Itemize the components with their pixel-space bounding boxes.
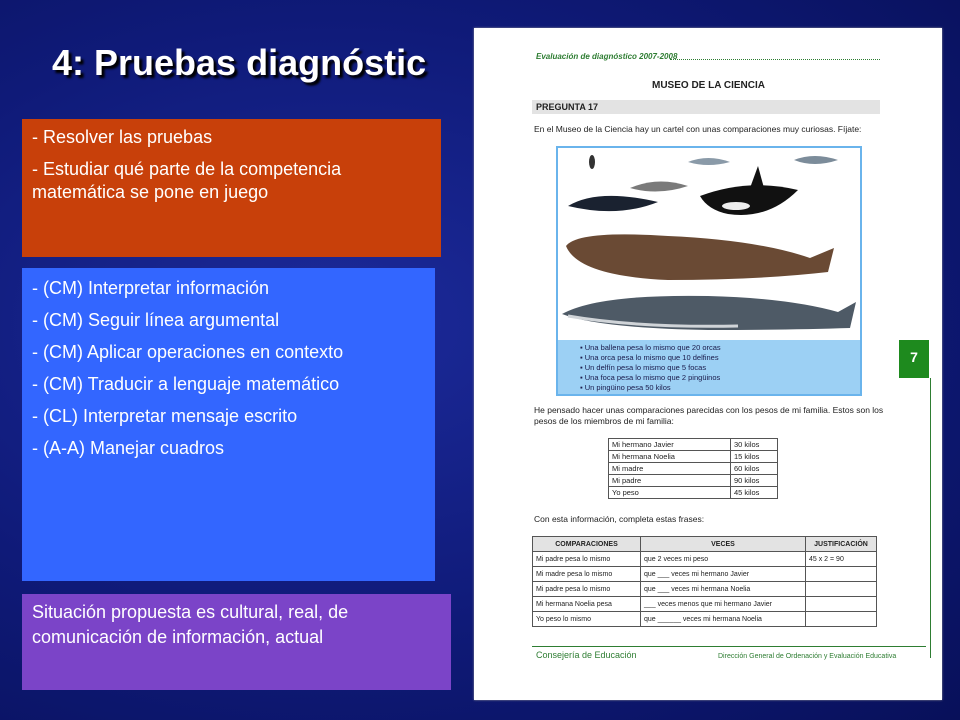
question-label: PREGUNTA 17 [532, 100, 880, 114]
competence-item: - (CM) Aplicar operaciones en contexto [32, 342, 344, 362]
fact-item: ▪ Una orca pesa lo mismo que 10 delfines [580, 353, 719, 362]
competence-item: - (CM) Seguir línea argumental [32, 310, 280, 330]
whale-illustration [556, 146, 862, 396]
doc-intro: En el Museo de la Ciencia hay un cartel con unas comparaciones muy curiosas. Fíjate: [534, 124, 862, 134]
table-row: Yo peso lo mismo que ______ veces mi hermana Noelia [533, 612, 877, 627]
table-row: Mi hermana Noelia pesa ___ veces menos que mi hermano Javier [533, 597, 877, 612]
competences-box [22, 268, 435, 581]
table-row: Mi padre 90 kilos [609, 475, 778, 487]
page-side-rule [930, 378, 931, 658]
table-row: Mi hermana Noelia 15 kilos [609, 451, 778, 463]
tasks-box [22, 119, 441, 257]
exam-document [474, 28, 942, 700]
situation-text: Situación propuesta es cultural, real, de comunicación de información, actual [32, 602, 349, 647]
doc-header-rule [670, 59, 880, 60]
footer-left: Consejería de Educación [536, 650, 637, 660]
animals-drawing [558, 148, 860, 340]
competence-item: - (A-A) Manejar cuadros [32, 438, 225, 458]
complete-instruction: Con esta información, completa estas frases: [534, 514, 705, 524]
fact-item: ▪ Un pingüino pesa 50 kilos [580, 383, 671, 392]
table-row: Mi hermano Javier 30 kilos [609, 439, 778, 451]
footer-rule [532, 646, 926, 647]
page-number-badge: 7 [899, 340, 929, 378]
task-item: - Resolver las pruebas [32, 127, 213, 147]
doc-title: MUSEO DE LA CIENCIA [652, 80, 765, 91]
table-row: Yo peso 45 kilos [609, 487, 778, 499]
fact-item: ▪ Una foca pesa lo mismo que 2 pingüinos [580, 373, 721, 382]
situation-box [22, 594, 451, 690]
doc-header: Evaluación de diagnóstico 2007-2008 [536, 52, 678, 61]
table-row: Mi madre pesa lo mismo que ___ veces mi hermano Javier [533, 567, 877, 582]
competence-item: - (CM) Traducir a lenguaje matemático [32, 374, 340, 394]
family-weights-table [608, 438, 778, 499]
footer-right: Dirección General de Ordenación y Evaluación Educativa [718, 653, 897, 660]
slide-title: 4: Pruebas diagnóstic [52, 42, 427, 83]
weight-facts-list [558, 340, 860, 394]
family-intro: He pensado hacer unas comparaciones parecidas con los pesos de mi familia. Estos son los pesos de los miembros de mi familia: [534, 405, 884, 426]
competence-item: - (CL) Interpretar mensaje escrito [32, 406, 298, 426]
comparisons-table [532, 536, 877, 627]
fact-item: ▪ Una ballena pesa lo mismo que 20 orcas [580, 343, 721, 352]
competence-item: - (CM) Interpretar información [32, 278, 270, 298]
fact-item: ▪ Un delfín pesa lo mismo que 5 focas [580, 363, 707, 372]
table-row: Mi madre 60 kilos [609, 463, 778, 475]
task-item: - Estudiar qué parte de la competencia matemática se pone en juego [32, 159, 342, 202]
table-header-row: COMPARACIONES VECES JUSTIFICACIÓN [533, 537, 877, 552]
table-row: Mi padre pesa lo mismo que 2 veces mi peso 45 x 2 = 90 [533, 552, 877, 567]
table-row: Mi padre pesa lo mismo que ___ veces mi hermana Noelia [533, 582, 877, 597]
